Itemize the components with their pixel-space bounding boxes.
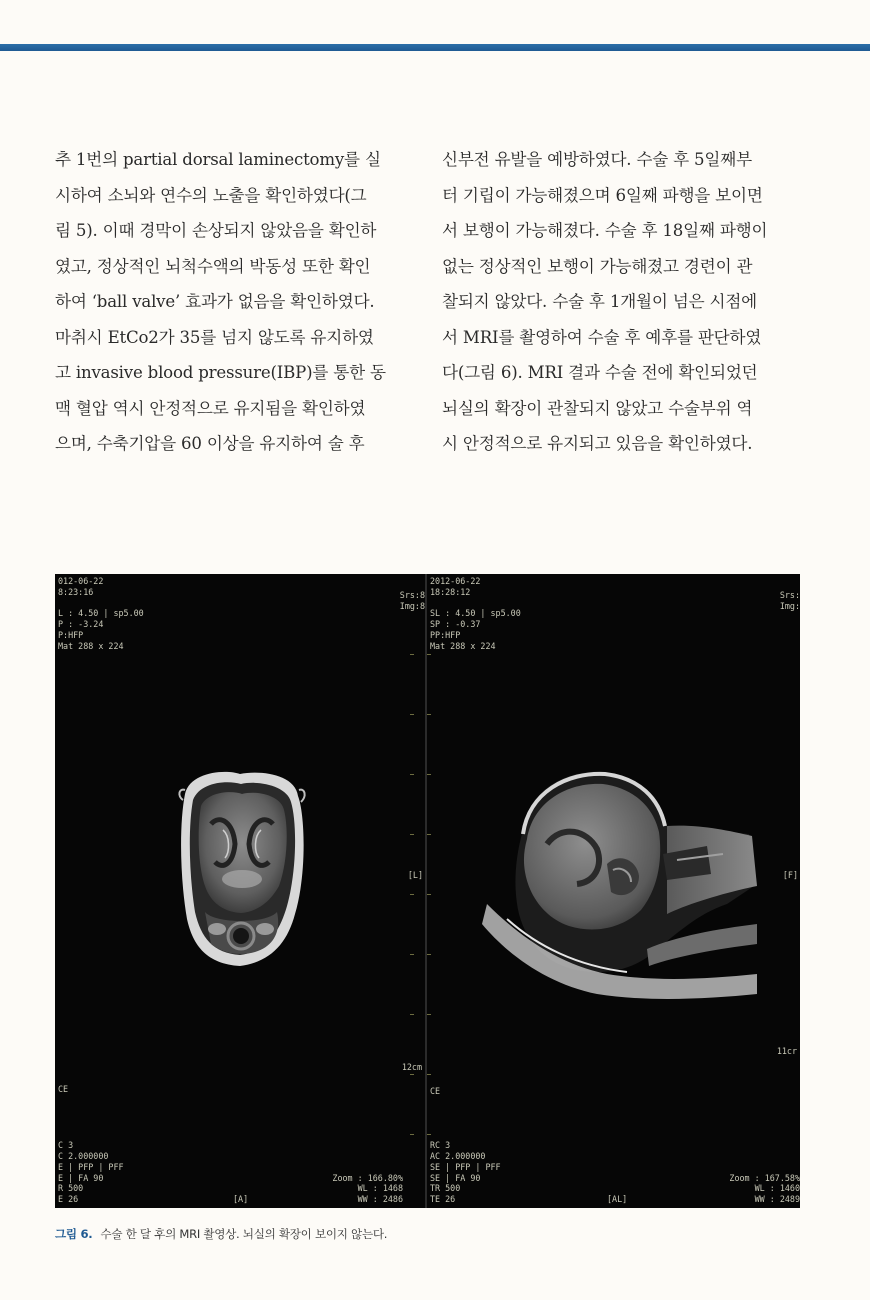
body-line: 서 MRI를 촬영하여 수술 후 예후를 판단하였	[442, 327, 762, 347]
dicom-line: WW : 2489	[754, 1194, 800, 1205]
dicom-line: TR 500	[430, 1183, 461, 1194]
figure-caption	[55, 1226, 815, 1242]
dicom-line: SP : -0.37	[430, 619, 481, 630]
dicom-info-top-right	[400, 590, 425, 612]
body-line: 뇌실의 확장이 관찰되지 않았고 수술부위 역	[442, 398, 753, 418]
dicom-line: SE | FA 90	[430, 1172, 481, 1183]
body-line: 터 기립이 가능해졌으며 6일째 파행을 보이면	[442, 185, 763, 205]
dicom-line: WL : 1468	[357, 1183, 403, 1194]
dicom-line: 8:23:16	[58, 586, 94, 597]
body-line: 맥 혈압 역시 안정적으로 유지됨을 확인하였	[55, 398, 366, 418]
orientation-marker: [L]	[407, 870, 423, 880]
dicom-line: Zoom : 167.58%	[729, 1172, 800, 1183]
dicom-line: Srs:	[779, 590, 800, 600]
dicom-line: SL : 4.50 | sp5.00	[430, 608, 521, 619]
dicom-line: TE 26	[430, 1194, 456, 1205]
mri-figure	[55, 574, 800, 1208]
dicom-line: C 3	[58, 1140, 74, 1151]
dicom-line: Img:	[779, 600, 800, 611]
header-rule	[0, 44, 870, 51]
dicom-info-top-right	[780, 590, 800, 612]
ce-label: CE	[58, 1084, 69, 1094]
dicom-line: Mat 288 x 224	[430, 640, 496, 651]
dicom-line: Srs:8	[399, 590, 425, 600]
dicom-line: E | PFP | PFF	[58, 1161, 124, 1172]
dicom-line: AC 2.000000	[430, 1151, 486, 1162]
dicom-info-bottom-left	[430, 1140, 501, 1205]
dicom-line: PP:HFP	[430, 629, 461, 640]
body-column-left	[55, 142, 417, 462]
dicom-info-bottom-right	[332, 1173, 403, 1205]
coronal-scan-image	[55, 574, 425, 1208]
dicom-line: Zoom : 166.80%	[332, 1172, 403, 1183]
orientation-marker: [F]	[782, 870, 798, 880]
dicom-line: 2012-06-22	[430, 576, 481, 586]
scale-label: 12cm	[401, 1062, 422, 1072]
body-line: 림 5). 이때 경막이 손상되지 않았음을 확인하	[55, 221, 377, 240]
mri-panel-sagittal	[427, 574, 800, 1208]
body-line: 였고, 정상적인 뇌척수액의 박동성 또한 확인	[55, 256, 371, 276]
dicom-line: P : -3.24	[58, 619, 104, 630]
dicom-info-top-left	[430, 576, 521, 652]
body-line: 시하여 소뇌와 연수의 노출을 확인하였다(그	[55, 185, 367, 205]
orientation-bottom: [AL]	[607, 1194, 628, 1205]
dicom-line: L : 4.50 | sp5.00	[58, 608, 144, 619]
figure-label: 그림 6.	[55, 1227, 93, 1241]
caption-text: 수술 한 달 후의 MRI 촬영상. 뇌실의 확장이 보이지 않는다.	[100, 1227, 388, 1241]
body-line: 다(그림 6). MRI 결과 수술 전에 확인되었던	[442, 363, 758, 382]
body-column-right	[442, 142, 806, 462]
dicom-line: E 26	[58, 1194, 79, 1205]
dicom-line: 18:28:12	[430, 586, 471, 597]
body-line: 추 1번의 partial dorsal laminectomy를 실	[55, 150, 381, 169]
dicom-info-bottom-left	[58, 1140, 124, 1205]
ce-label: CE	[430, 1086, 441, 1096]
body-line: 신부전 유발을 예방하였다. 수술 후 5일째부	[442, 150, 752, 169]
dicom-line: Mat 288 x 224	[58, 640, 124, 651]
body-line: 하여 ‘ball valve’ 효과가 없음을 확인하였다.	[55, 292, 375, 311]
body-line: 으며, 수축기압을 60 이상을 유지하여 술 후	[55, 434, 365, 453]
measurement-ruler	[410, 594, 412, 1194]
body-line: 찰되지 않았다. 수술 후 1개월이 넘은 시점에	[442, 292, 757, 311]
dicom-line: WL : 1460	[754, 1183, 800, 1194]
dicom-line: E | FA 90	[58, 1172, 104, 1183]
dicom-info-top-left	[58, 576, 144, 652]
dicom-line: 012-06-22	[58, 576, 104, 586]
body-line: 서 보행이 가능해졌다. 수술 후 18일째 파행이	[442, 221, 768, 240]
body-line: 마취시 EtCo2가 35를 넘지 않도록 유지하였	[55, 327, 374, 347]
dicom-line: R 500	[58, 1183, 84, 1194]
body-line: 고 invasive blood pressure(IBP)를 통한 동	[55, 363, 386, 382]
mri-panel-coronal	[55, 574, 425, 1208]
body-line: 시 안정적으로 유지되고 있음을 확인하였다.	[442, 434, 753, 453]
dicom-info-bottom-right	[729, 1173, 800, 1205]
dicom-line: Img:8	[399, 600, 425, 611]
sagittal-scan-image	[427, 574, 800, 1208]
dicom-line: RC 3	[430, 1140, 451, 1151]
dicom-line: WW : 2486	[357, 1194, 403, 1205]
scale-label: 11cr	[776, 1046, 797, 1056]
dicom-line: SE | PFP | PFF	[430, 1161, 501, 1172]
dicom-line: P:HFP	[58, 629, 84, 640]
body-line: 없는 정상적인 보행이 가능해졌고 경련이 관	[442, 256, 753, 276]
orientation-bottom: [A]	[233, 1194, 249, 1205]
dicom-line: C 2.000000	[58, 1151, 109, 1162]
measurement-ruler	[427, 594, 429, 1194]
